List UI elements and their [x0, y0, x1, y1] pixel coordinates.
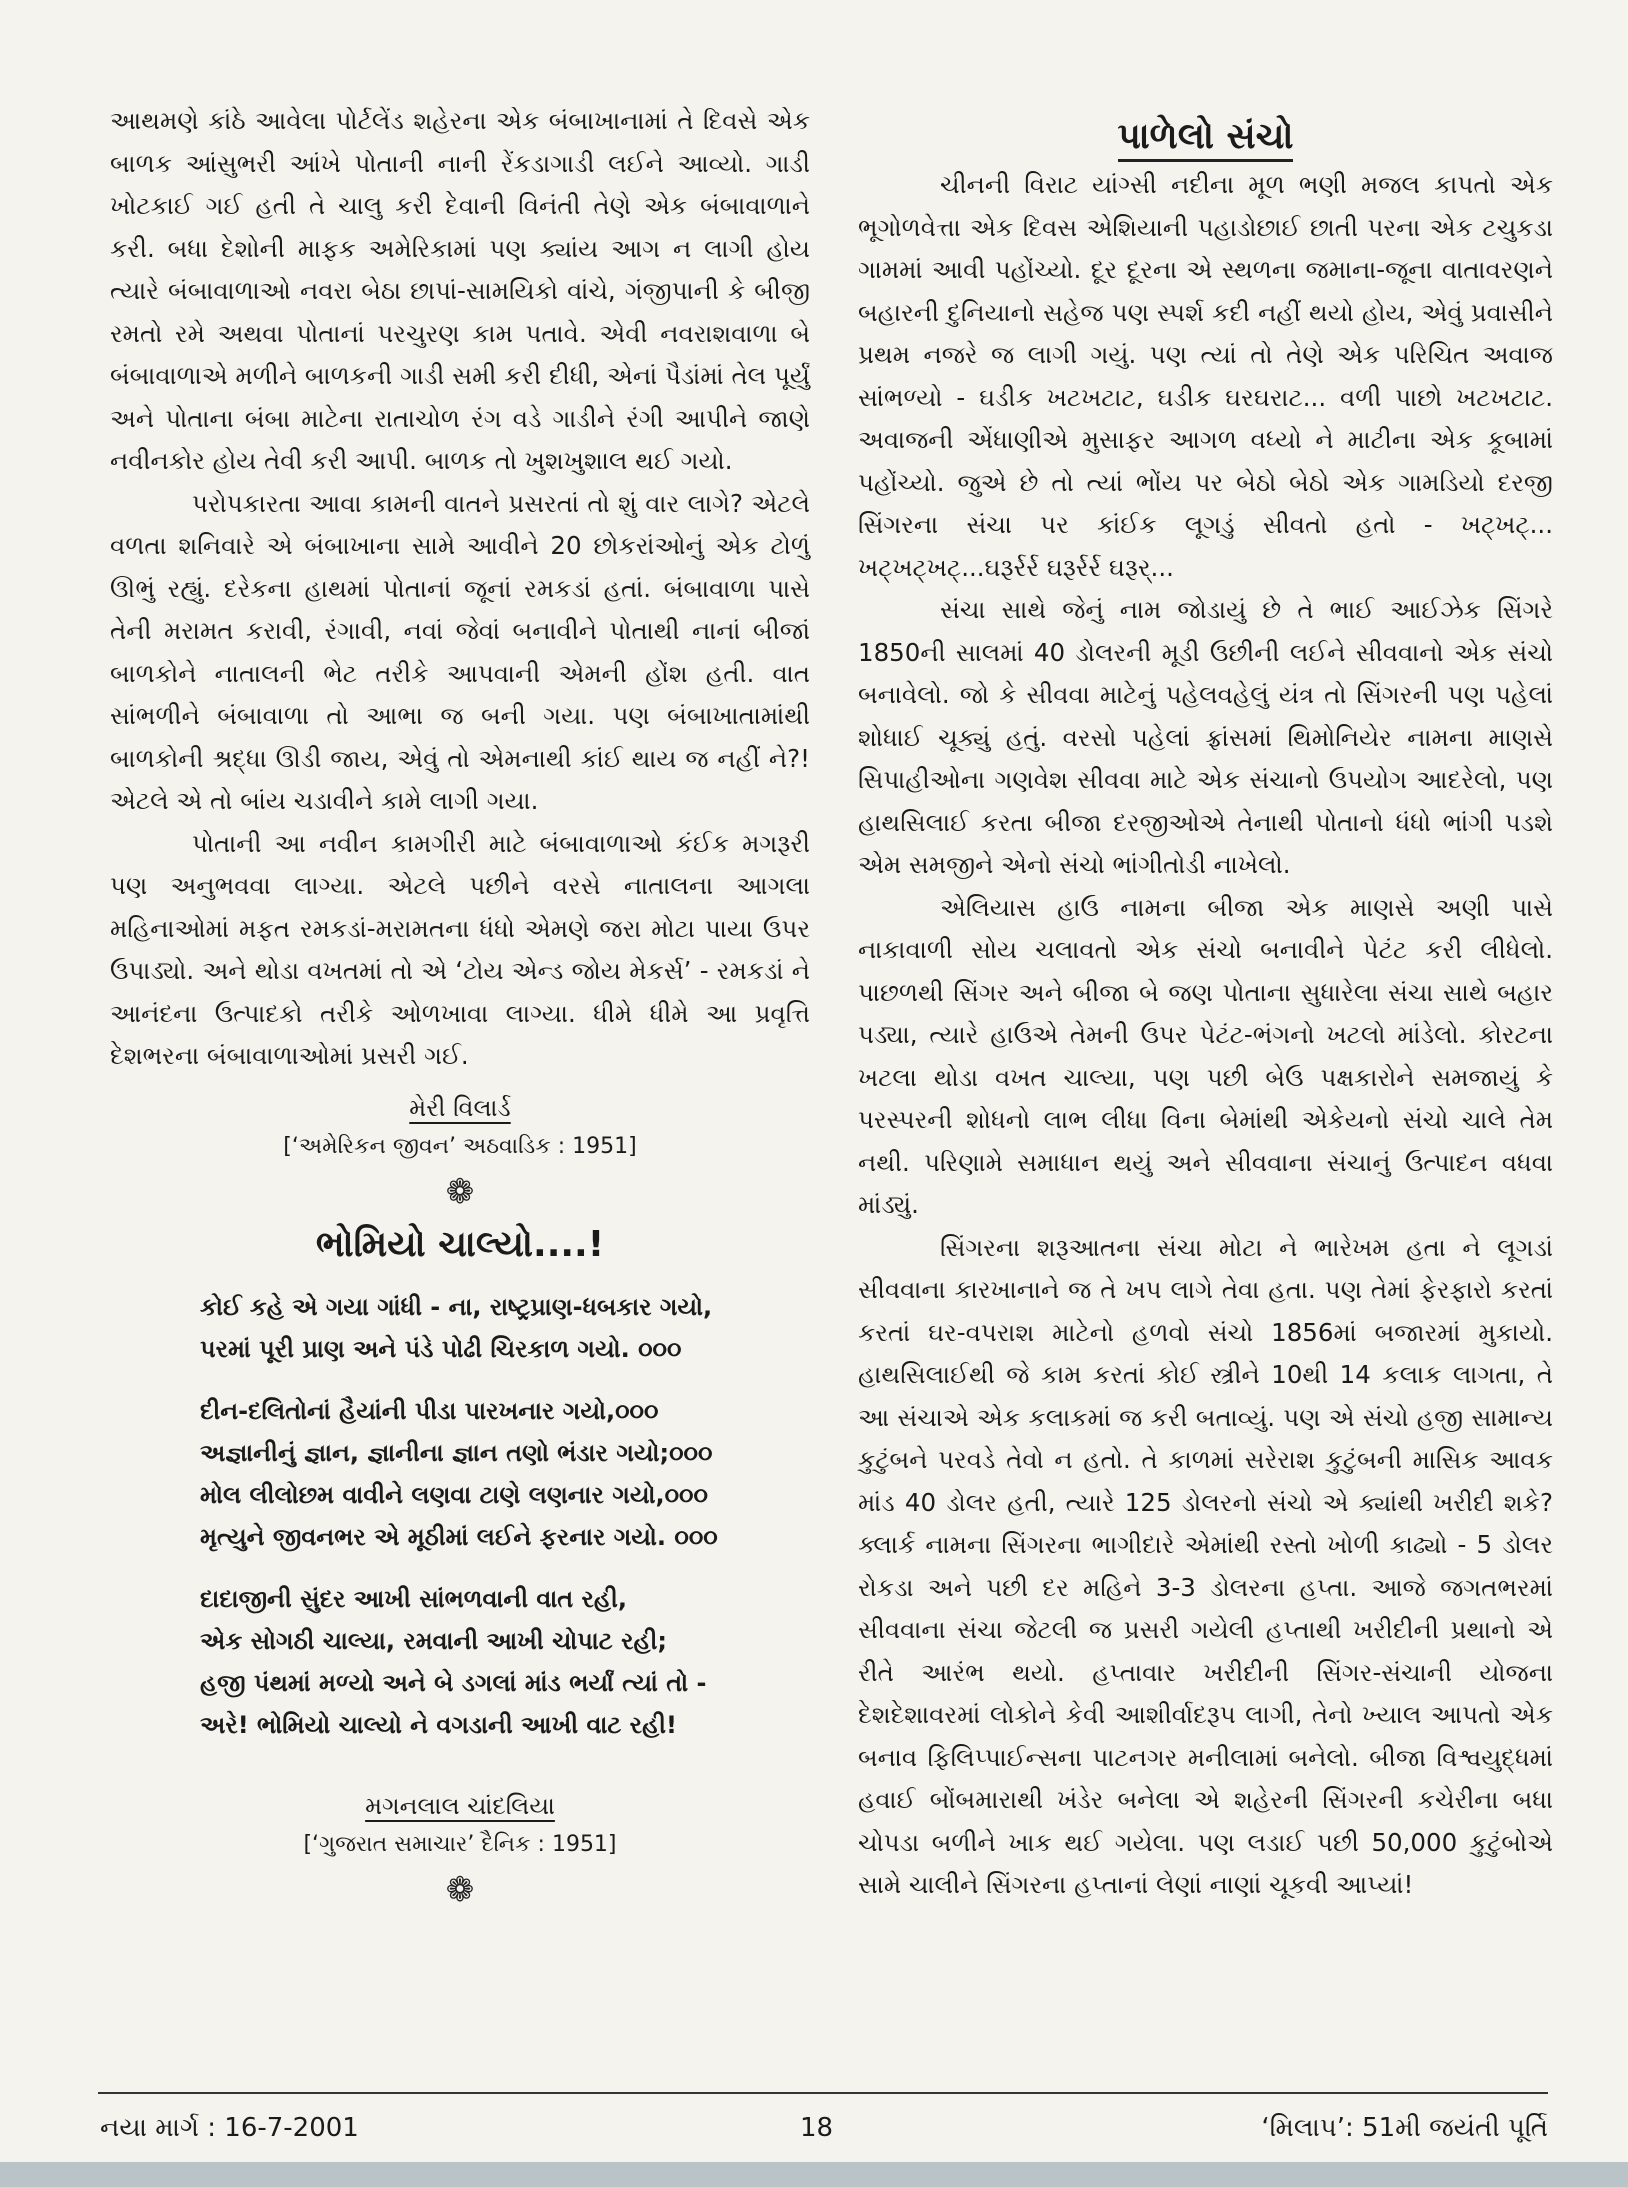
footer-publication-date: નયા માર્ગ : 16-7-2001: [100, 2113, 359, 2143]
poem-line: અરે! ભોમિયો ચાલ્યો ને વગડાની આખી વાટ રહી!: [200, 1710, 677, 1739]
poem: [200, 1286, 820, 1746]
poem-line: કોઈ કહે એ ગયા ગાંધી - ના, રાષ્ટ્રપ્રાણ-ધબકાર ગયો,: [200, 1292, 713, 1321]
article2-paragraph-1: ચીનની વિરાટ યાંગ્સી નદીના મૂળ ભણી મજલ કાપતો એક ભૂગોળવેત્તા એક દિવસ એશિયાની પહાડોછાઈ છાતી પરના એક ટચુકડા ગામમાં આવી પહોંચ્યો. દૂર દૂરના એ સ્થળના જમાના-જૂના વાતાવરણને બહારની દુનિયાનો સહેજ પણ સ્પર્શ કદી નહીં થયો હોય, એવું પ્રવાસીને પ્રથમ નજરે જ લાગી ગયું. પણ ત્યાં તો તેણે એક પરિચિત અવાજ સાંભળ્યો - ઘડીક ખટખટાટ, ઘડીક ઘરઘરાટ... વળી પાછો ખટખટાટ. અવાજની એંધાણીએ મુસાફર આગળ વધ્યો ને માટીના એક કૂબામાં પહોંચ્યો. જુએ છે તો ત્યાં ભોંય પર બેઠો બેઠો એક ગામડિયો દરજી સિંગરના સંચા પર કાંઈક લૂગડું સીવતો હતો - ખટ્ખટ્... ખટ્ખટ્ખટ્...ઘરૂર્રર્ર ઘરૂર્રર્ર ઘરૂર્...: [858, 170, 1553, 582]
poem-stanza-3: [200, 1578, 820, 1746]
separator-flower-icon: ❁: [445, 1869, 475, 1910]
article2-paragraph-4: સિંગરના શરૂઆતના સંચા મોટા ને ભારેખમ હતા ને લૂગડાં સીવવાના કારખાનાને જ તે ખપ લાગે તેવા હતા. પણ તેમાં ફેરફારો કરતાં કરતાં ઘર-વપરાશ માટેનો હળવો સંચો 1856માં બજારમાં મુકાયો. હાથસિલાઈથી જે કામ કરતાં કોઈ સ્ત્રીને 10થી 14 કલાક લાગતા, તે આ સંચાએ એક કલાકમાં જ કરી બતાવ્યું. પણ એ સંચો હજી સામાન્ય કુટુંબને પરવડે તેવો ન હતો. તે કાળમાં સરેરાશ કુટુંબની માસિક આવક માંડ 40 ડોલર હતી, ત્યારે 125 ડોલરનો સંચો એ ક્યાંથી ખરીદી શકે? ક્લાર્ક નામના સિંગરના ભાગીદારે એમાંથી રસ્તો ખોળી કાઢ્યો - 5 ડોલર રોકડા અને પછી દર મહિને 3-3 ડોલરના હપ્તા. આજે જગતભરમાં સીવવાના સંચા જેટલી જ પ્રસરી ગયેલી હપ્તાથી ખરીદીની પ્રથાનો એ રીતે આરંભ થયો. હપ્તાવાર ખરીદીની સિંગર-સંચાની યોજના દેશદેશાવરમાં લોકોને કેવી આશીર્વાદરૂપ લાગી, તેનો ખ્યાલ આપતો એક બનાવ ફિલિપ્પાઈન્સના પાટનગર મનીલામાં બનેલો. બીજા વિશ્વયુદ્ધમાં હવાઈ બોંબમારાથી ખંડેર બનેલા એ શહેરની સિંગરની કચેરીના બધા ચોપડા બળીને ખાક થઈ ગયેલા. પણ લડાઈ પછી 50,000 કુટુંબોએ સામે ચાલીને સિંગરના હપ્તાનાં લેણાં નાણાં ચૂકવી આપ્યાં!: [858, 1232, 1553, 1899]
footer-divider: [98, 2092, 1548, 2094]
poem-title: ભોમિયો ચાલ્યો....!: [315, 1223, 605, 1265]
article2-title-text: પાળેલો સંચો: [1118, 116, 1294, 162]
poem-line: મોલ લીલોછમ વાવીને લણવા ટાણે લણનાર ગયો,૦૦૦: [200, 1480, 708, 1509]
poem-source: [‘ગુજરાત સમાચાર’ દૈનિક : 1951]: [303, 1831, 617, 1857]
article1-source: [‘અમેરિકન જીવન’ અઠવાડિક : 1951]: [283, 1133, 637, 1159]
poem-line: મૃત્યુને જીવનભર એ મૂઠીમાં લઈને ફરનાર ગયો. ૦૦૦: [200, 1522, 718, 1551]
right-column: [858, 110, 1553, 1907]
poem-line: અજ્ઞાનીનું જ્ઞાન, જ્ઞાનીના જ્ઞાન તણો ભંડાર ગયો;૦૦૦: [200, 1438, 713, 1467]
article2-paragraph-3: એલિયાસ હાઉ નામના બીજા એક માણસે અણી પાસે નાકાવાળી સોય ચલાવતો એક સંચો બનાવીને પેટંટ કરી લીધેલો. પાછળથી સિંગર અને બીજા બે જણ પોતાના સુધારેલા સંચા સાથે બહાર પડ્યા, ત્યારે હાઉએ તેમની ઉપર પેટંટ-ભંગનો ખટલો માંડેલો. કોરટના ખટલા થોડા વખત ચાલ્યા, પણ પછી બેઉ પક્ષકારોને સમજાયું કે પરસ્પરની શોધનો લાભ લીધા વિના બેમાંથી એકેયનો સંચો ચાલે તેમ નથી. પરિણામે સમાધાન થયું અને સીવવાના સંચાનું ઉત્પાદન વધવા માંડ્યું.: [858, 892, 1553, 1219]
poem-stanza-1: [200, 1286, 820, 1370]
article1-paragraph-1: આથમણે કાંઠે આવેલા પોર્ટલેંડ શહેરના એક બંબાખાનામાં તે દિવસે એક બાળક આંસુભરી આંખે પોતાની નાની રેંકડાગાડી લઈને આવ્યો. ગાડી ખોટકાઈ ગઈ હતી તે ચાલુ કરી દેવાની વિનંતી તેણે એક બંબાવાળાને કરી. બધા દેશોની માફક અમેરિકામાં પણ ક્યાંય આગ ન લાગી હોય ત્યારે બંબાવાળાઓ નવરા બેઠા છાપાં-સામયિકો વાંચે, ગંજીપાની કે બીજી રમતો રમે અથવા પોતાનાં પરચુરણ કામ પતાવે. એવી નવરાશવાળા બે બંબાવાળાએ મળીને બાળકની ગાડી સમી કરી દીધી, એનાં પૈડાંમાં તેલ પૂર્યું અને પોતાના બંબા માટેના રાતાચોળ રંગ વડે ગાડીને રંગી આપીને જાણે નવીનકોર હોય તેવી કરી આપી. બાળક તો ખુશખુશાલ થઈ ગયો.: [110, 106, 810, 475]
page-number: 18: [800, 2113, 834, 2143]
article1-paragraph-3: પોતાની આ નવીન કામગીરી માટે બંબાવાળાઓ કંઈક મગરૂરી પણ અનુભવવા લાગ્યા. એટલે પછીને વરસે નાતાલના આગલા મહિનાઓમાં મફત રમકડાં-મરામતના ધંધો એમણે જરા મોટા પાયા ઉપર ઉપાડ્યો. અને થોડા વખતમાં તો એ ‘ટોય એન્ડ જોય મેકર્સ’ - રમકડાં ને આનંદના ઉત્પાદકો તરીકે ઓળખાવા લાગ્યા. ધીમે ધીમે આ પ્રવૃત્તિ દેશભરના બંબાવાળાઓમાં પ્રસરી ગઈ.: [110, 828, 810, 1070]
scan-edge: [0, 2162, 1628, 2187]
article2-title: [858, 110, 1553, 164]
footer-supplement-name: ‘મિલાપ’: 51મી જયંતી પૂર્તિ: [1261, 2113, 1548, 2143]
poem-author: મગનલાલ ચાંદલિયા: [365, 1791, 555, 1820]
poem-line: હજી પંથમાં મળ્યો અને બે ડગલાં માંડ ભર્યાં ત્યાં તો -: [200, 1668, 707, 1697]
separator-flower-icon: ❁: [445, 1171, 475, 1212]
article1-paragraph-2: પરોપકારતા આવા કામની વાતને પ્રસરતાં તો શું વાર લાગે? એટલે વળતા શનિવારે એ બંબાખાના સામે આવીને 20 છોકરાંઓનું એક ટોળું ઊભું રહ્યું. દરેકના હાથમાં પોતાનાં જૂનાં રમકડાં હતાં. બંબાવાળા પાસે તેની મરામત કરાવી, રંગાવી, નવાં જેવાં બનાવીને પોતાથી નાનાં બીજાં બાળકોને નાતાલની ભેટ તરીકે આપવાની એમની હોંશ હતી. વાત સાંભળીને બંબાવાળા તો આભા જ બની ગયા. પણ બંબાખાતામાંથી બાળકોની શ્રદ્ધા ઊડી જાય, એવું તો એમનાથી કાંઈ થાય જ નહીં ને?! એટલે એ તો બાંય ચડાવીને કામે લાગી ગયા.: [110, 488, 810, 815]
poem-stanza-2: [200, 1390, 820, 1558]
poem-line: પરમાં પૂરી પ્રાણ અને પંડે પોઢી ચિરકાળ ગયો. ૦૦૦: [200, 1334, 682, 1363]
article1-author: મેરી વિલાર્ડ: [409, 1093, 511, 1122]
left-column: [110, 100, 810, 1916]
poem-line: એક સોગઠી ચાલ્યા, રમવાની આખી ચોપાટ રહી;: [200, 1626, 668, 1655]
poem-line: દાદાજીની સુંદર આખી સાંભળવાની વાત રહી,: [200, 1584, 627, 1613]
article2-paragraph-2: સંચા સાથે જેનું નામ જોડાયું છે તે ભાઈ આઈઝેક સિંગરે 1850ની સાલમાં 40 ડોલરની મૂડી ઉછીની લઈને સીવવાનો એક સંચો બનાવેલો. જો કે સીવવા માટેનું પહેલવહેલું યંત્ર તો સિંગરની પણ પહેલાં શોધાઈ ચૂક્યું હતું. વરસો પહેલાં ફ્રાંસમાં થિમોનિયેર નામના માણસે સિપાહીઓના ગણવેશ સીવવા માટે એક સંચાનો ઉપયોગ આદરેલો, પણ હાથસિલાઈ કરતા બીજા દરજીઓએ તેનાથી પોતાનો ધંધો ભાંગી પડશે એમ સમજીને એનો સંચો ભાંગીતોડી નાખેલો.: [858, 595, 1553, 879]
poem-line: દીન-દલિતોનાં હૈયાંની પીડા પારખનાર ગયો,૦૦૦: [200, 1396, 659, 1425]
